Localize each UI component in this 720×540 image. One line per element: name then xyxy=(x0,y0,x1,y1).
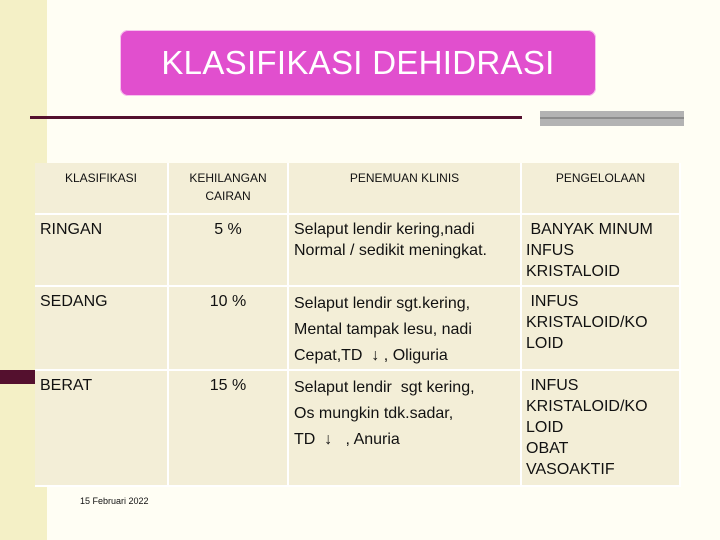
header-penemuan-klinis: PENEMUAN KLINIS xyxy=(289,163,522,215)
title-divider xyxy=(30,116,522,119)
table-row xyxy=(35,287,681,371)
cell-pengelolaan: INFUS KRISTALOID/KO LOID OBAT VASOAKTIF xyxy=(522,371,681,487)
cell-penemuan-klinis: Selaput lendir sgt kering, Os mungkin tdk.sadar, TD ↓ , Anuria xyxy=(289,371,522,487)
title-divider-accent xyxy=(540,111,684,126)
cell-pengelolaan: BANYAK MINUM INFUS KRISTALOID xyxy=(522,215,681,287)
cell-pengelolaan: INFUS KRISTALOID/KO LOID xyxy=(522,287,681,371)
cell-klasifikasi: RINGAN xyxy=(35,215,169,287)
cell-penemuan-klinis: Selaput lendir kering,nadi Normal / sedikit meningkat. xyxy=(289,215,522,287)
cell-kehilangan: 5 % xyxy=(169,215,289,287)
title-banner xyxy=(120,30,596,96)
cell-klasifikasi: BERAT xyxy=(35,371,169,487)
left-accent-bar xyxy=(0,370,36,384)
table-header-row xyxy=(35,163,681,215)
header-pengelolaan: PENGELOLAAN xyxy=(522,163,681,215)
cell-kehilangan: 10 % xyxy=(169,287,289,371)
header-kehilangan-cairan: KEHILANGAN CAIRAN xyxy=(169,163,289,215)
header-klasifikasi: KLASIFIKASI xyxy=(35,163,169,215)
dehydration-table xyxy=(35,163,681,487)
table-row xyxy=(35,215,681,287)
cell-penemuan-klinis: Selaput lendir sgt.kering, Mental tampak lesu, nadi Cepat,TD ↓ , Oliguria xyxy=(289,287,522,371)
slide-title: KLASIFIKASI DEHIDRASI xyxy=(161,44,555,81)
table-row xyxy=(35,371,681,487)
cell-klasifikasi: SEDANG xyxy=(35,287,169,371)
footer-date: 15 Februari 2022 xyxy=(80,496,149,506)
cell-kehilangan: 15 % xyxy=(169,371,289,487)
